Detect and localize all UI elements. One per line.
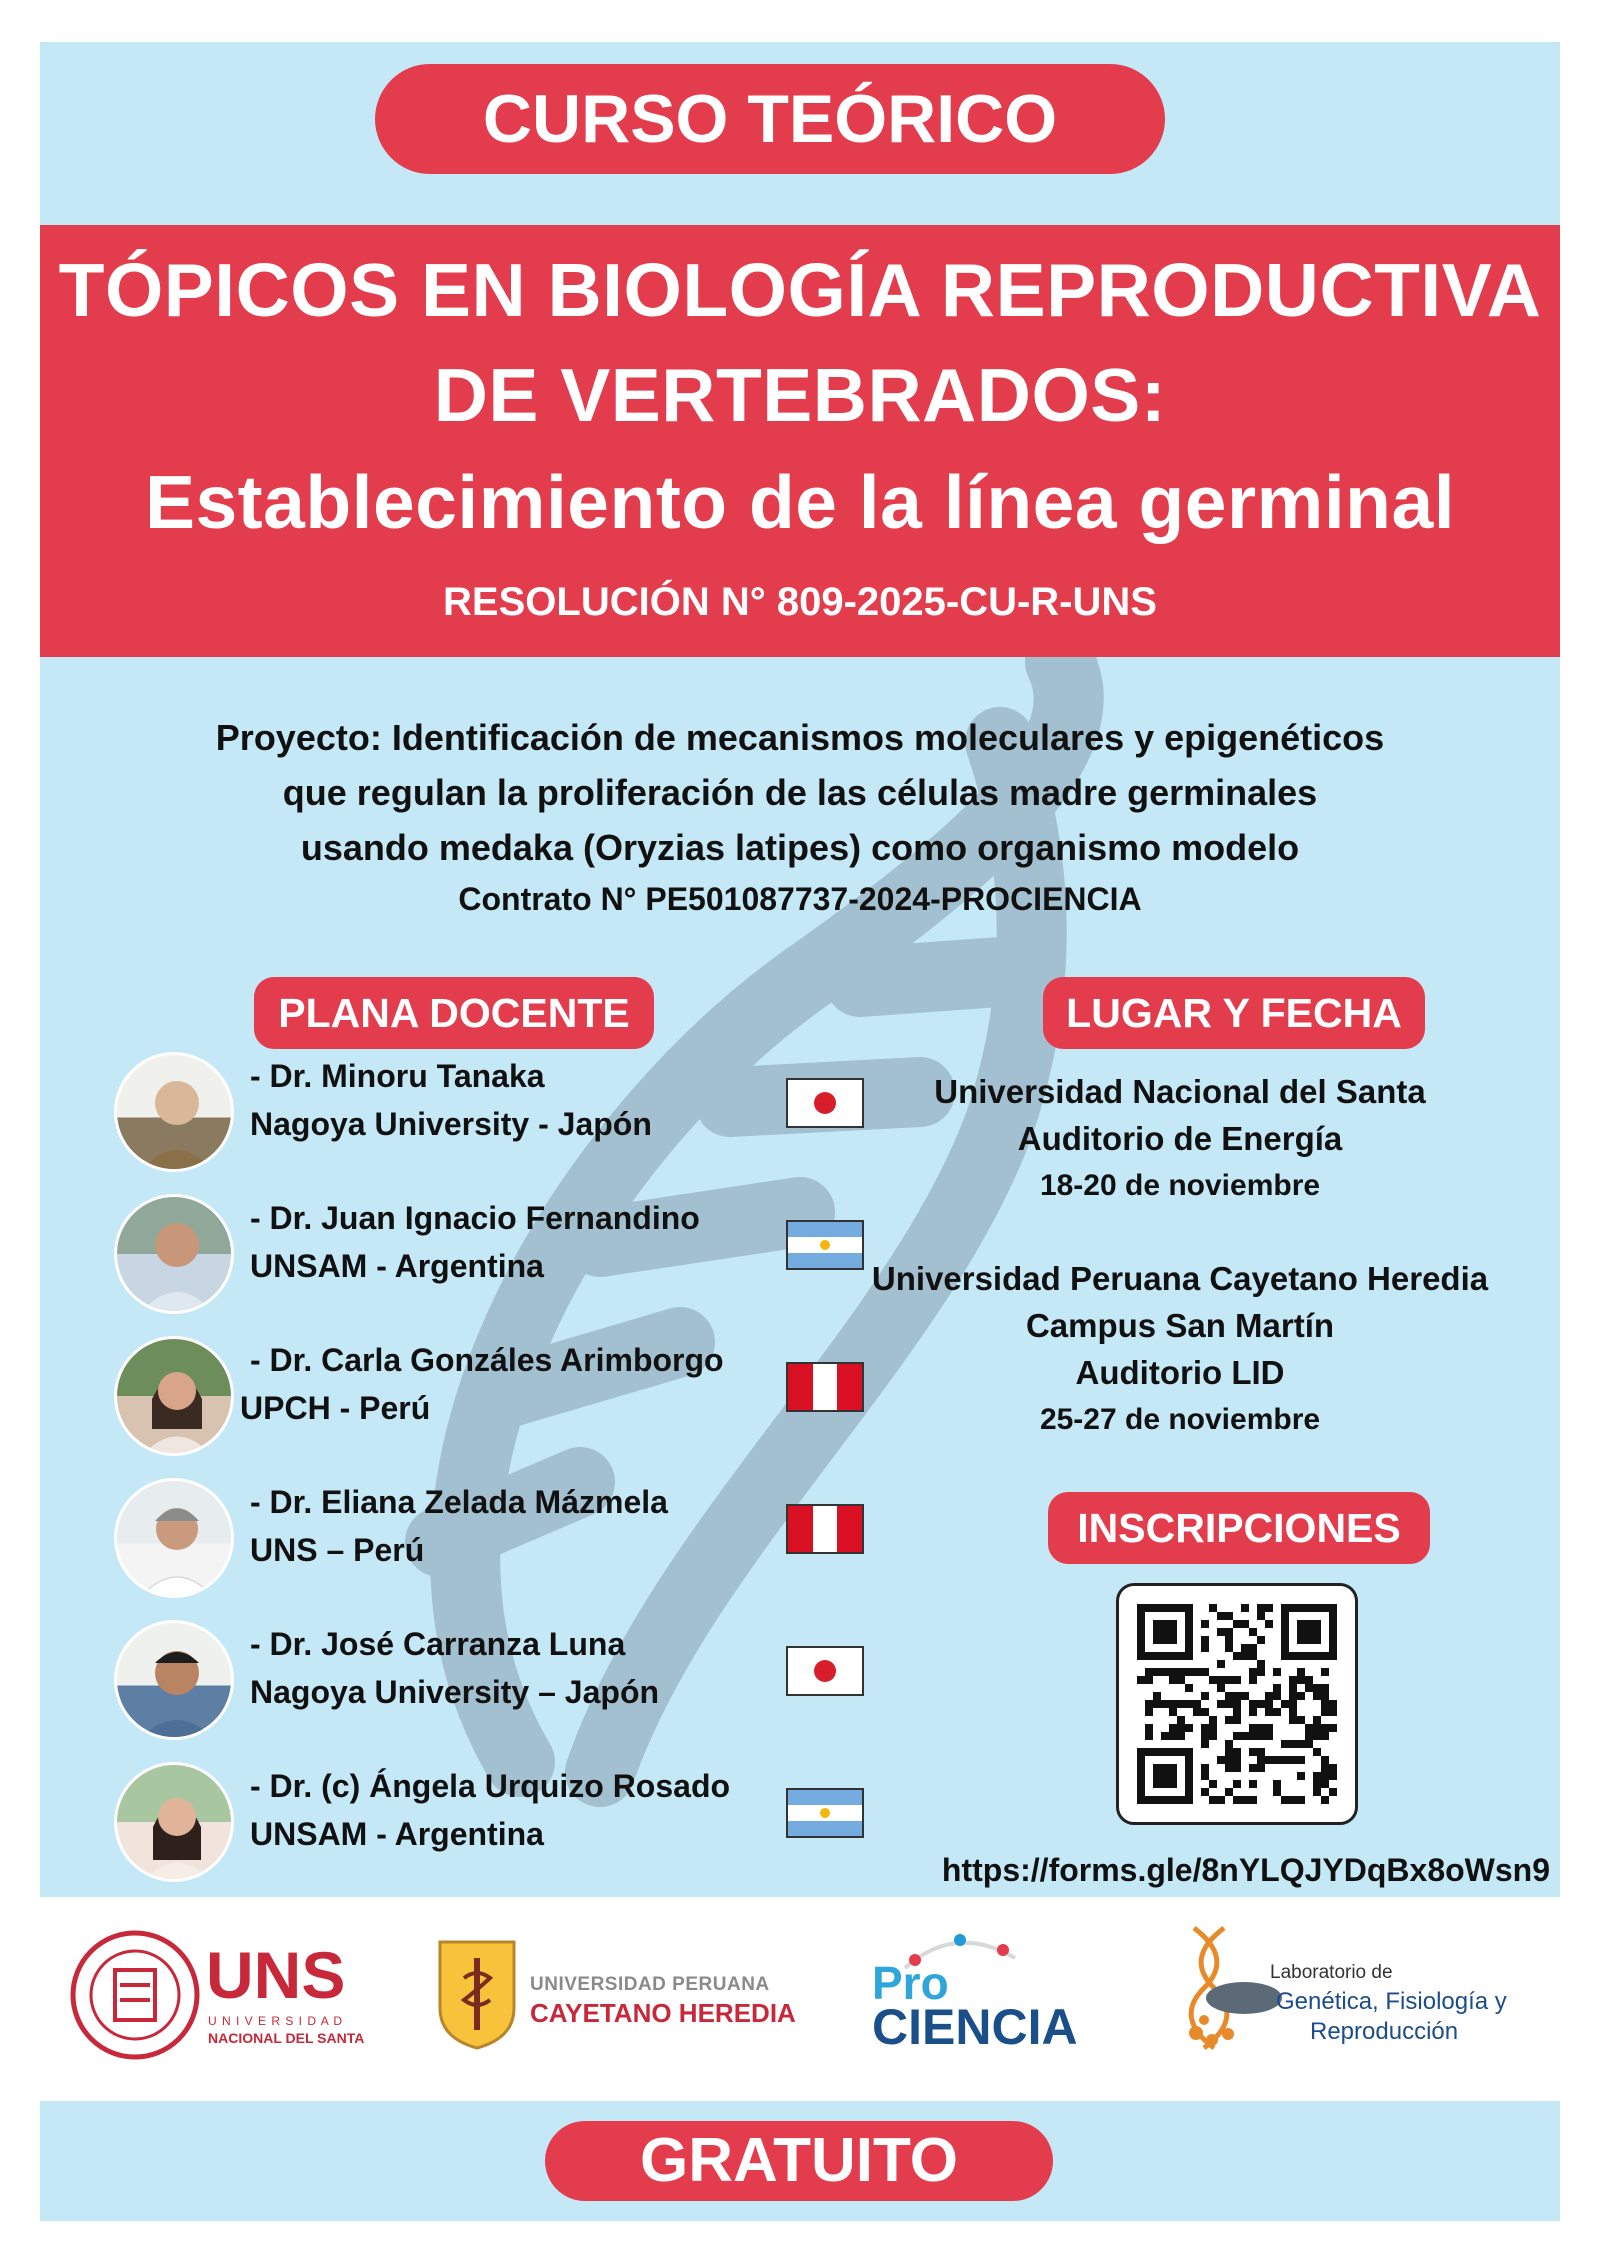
faculty-name: - Dr. José Carranza Luna (250, 1626, 626, 1662)
venue-2-room: Auditorio LID (1075, 1354, 1285, 1391)
uns-wordmark: UNS (206, 1938, 346, 2012)
logo-strip (0, 1898, 1600, 2101)
title-line-2: DE VERTEBRADOS: (433, 353, 1167, 437)
project-line-3: usando medaka (Oryzias latipes) como organismo modelo (300, 827, 1300, 868)
japan-flag-icon (786, 1078, 864, 1128)
prociencia-pro: Pro (872, 1957, 949, 2009)
lab-name-line-3: Reproducción (1310, 2018, 1459, 2045)
venue-heading: LUGAR Y FECHA (1043, 977, 1425, 1049)
faculty-institution: UNSAM - Argentina (250, 1816, 544, 1852)
faculty-member (40, 1470, 860, 1610)
faculty-name: - Dr. Carla Gonzáles Arimborgo (250, 1342, 724, 1378)
faculty-institution: UNSAM - Argentina (250, 1248, 544, 1284)
contract-number: Contrato N° PE501087737-2024-PROCIENCIA (458, 881, 1142, 917)
avatar (114, 1052, 234, 1172)
venue-2-dates: 25-27 de noviembre (1039, 1403, 1321, 1436)
upch-name-line-1: UNIVERSIDAD PERUANA (530, 1974, 770, 1995)
registration-link[interactable]: https://forms.gle/8nYLQJYDqBx8oWsn9 (941, 1852, 1550, 1888)
avatar (114, 1620, 234, 1740)
uns-subtitle-2: NACIONAL DEL SANTA (208, 2030, 365, 2046)
faculty-name: - Dr. Juan Ignacio Fernandino (250, 1200, 700, 1236)
venue-2-name: Universidad Peruana Cayetano Heredia (871, 1260, 1489, 1297)
faculty-member (40, 1186, 860, 1326)
faculty-name: - Dr. Minoru Tanaka (250, 1058, 545, 1094)
venue-1-room: Auditorio de Energía (1017, 1120, 1343, 1157)
faculty-name: - Dr. (c) Ángela Urquizo Rosado (250, 1768, 731, 1804)
avatar (114, 1336, 234, 1456)
avatar (114, 1478, 234, 1598)
faculty-name: - Dr. Eliana Zelada Mázmela (250, 1484, 668, 1520)
free-badge: GRATUITO (545, 2121, 1053, 2201)
project-line-2: que regulan la proliferación de las células madre germinales (282, 772, 1318, 813)
faculty-heading: PLANA DOCENTE (254, 977, 654, 1049)
uns-logo (70, 1930, 200, 2060)
venue-1-name: Universidad Nacional del Santa (934, 1073, 1426, 1110)
resolution-number: RESOLUCIÓN N° 809-2025-CU-R-UNS (443, 580, 1157, 624)
avatar (114, 1762, 234, 1882)
lab-name-line-2: Genética, Fisiología y (1276, 1988, 1507, 2015)
peru-flag-icon (786, 1362, 864, 1412)
upch-shield-logo (436, 1938, 518, 2050)
faculty-institution: UNS – Perú (250, 1532, 425, 1568)
faculty-member (40, 1328, 860, 1468)
faculty-member (40, 1754, 860, 1894)
lab-name-line-1: Laboratorio de (1270, 1962, 1393, 1983)
lab-logo-graphic (1174, 1918, 1284, 2058)
course-type-badge: CURSO TEÓRICO (375, 64, 1165, 174)
argentina-flag-icon (786, 1788, 864, 1838)
venue-1-dates: 18-20 de noviembre (1039, 1169, 1321, 1202)
upch-name-line-2: CAYETANO HEREDIA (530, 1998, 796, 2028)
avatar (114, 1194, 234, 1314)
faculty-member (40, 1612, 860, 1752)
faculty-member (40, 1044, 860, 1184)
venue-2-campus: Campus San Martín (1025, 1307, 1335, 1344)
peru-flag-icon (786, 1504, 864, 1554)
uns-subtitle-1: U N I V E R S I D A D (208, 2014, 344, 2028)
faculty-institution: Nagoya University - Japón (250, 1106, 652, 1142)
argentina-flag-icon (786, 1220, 864, 1270)
project-line-1: Proyecto: Identificación de mecanismos moleculares y epigenéticos (215, 717, 1385, 758)
faculty-institution: Nagoya University – Japón (250, 1674, 660, 1710)
prociencia-ciencia: CIENCIA (872, 1999, 1078, 2055)
faculty-institution: UPCH - Perú (240, 1390, 431, 1426)
japan-flag-icon (786, 1646, 864, 1696)
title-banner (40, 225, 1560, 657)
registration-heading: INSCRIPCIONES (1048, 1492, 1430, 1564)
title-line-1: TÓPICOS EN BIOLOGÍA REPRODUCTIVA (58, 248, 1542, 332)
footer-band (40, 2101, 1560, 2221)
poster (40, 42, 1560, 1897)
qr-code[interactable] (1116, 1583, 1358, 1825)
title-line-3: Establecimiento de la línea germinal (144, 460, 1456, 544)
